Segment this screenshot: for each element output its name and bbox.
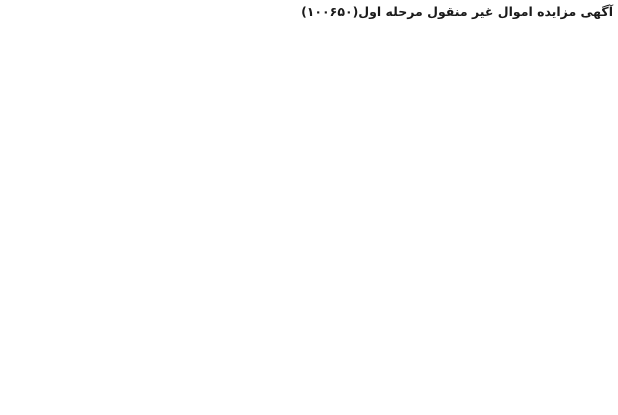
notice-right-column [301, 4, 613, 411]
notice-title: آگهی مزایده اموال غیر منقول مرحله اول(۱۰۰۶۵۰) [301, 4, 613, 19]
notice-left-column [9, 4, 305, 411]
